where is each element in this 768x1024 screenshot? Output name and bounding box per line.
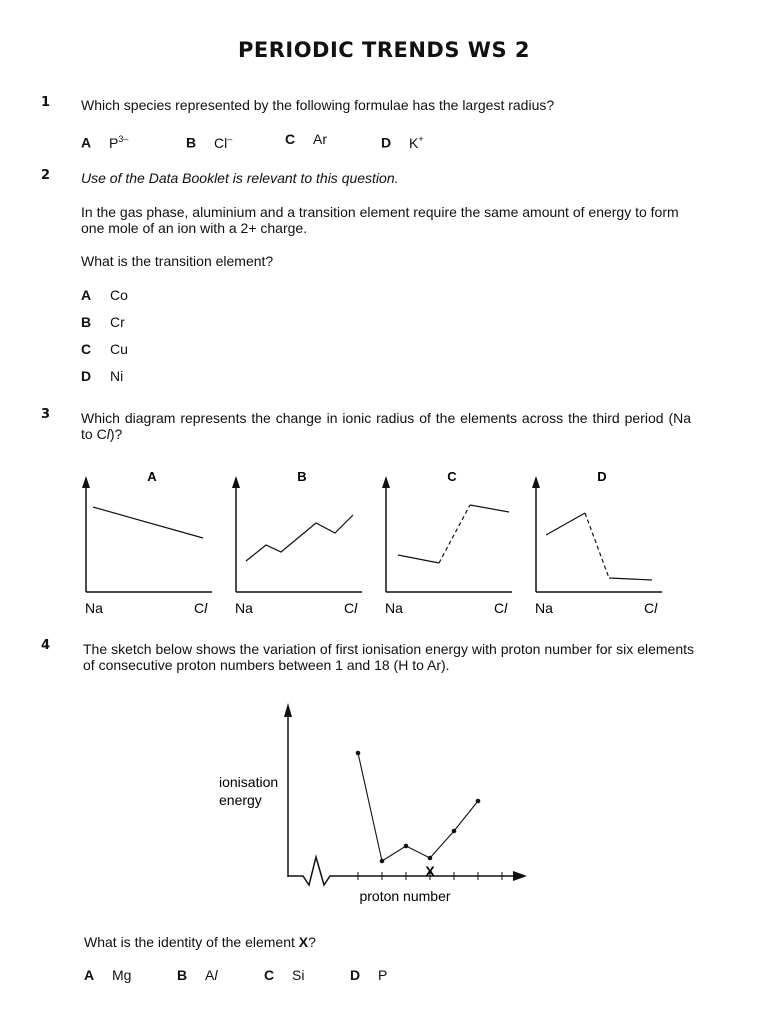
chart-points <box>356 751 481 864</box>
graph-a-x-right-base: C <box>194 600 205 616</box>
graph-d-x-right <box>644 600 658 616</box>
q1-option-c <box>285 131 327 147</box>
option-superscript: + <box>418 134 424 144</box>
graph-b-label: B <box>297 469 307 484</box>
q4-option-a <box>84 967 131 983</box>
question-4-question-post: ? <box>308 934 316 950</box>
q2-option-d <box>81 368 123 384</box>
option-value: Si <box>292 967 305 983</box>
option-letter: D <box>381 134 392 151</box>
option-value-italic: l <box>214 967 218 983</box>
question-2-number: 2 <box>41 168 51 183</box>
question-2-text: In the gas phase, aluminium and a transition element require the same amount of energy to form one mole of an ion with a 2+ charge. <box>81 204 679 236</box>
graph-a <box>82 469 212 616</box>
graph-c-label: C <box>447 469 457 484</box>
q1-option-a <box>81 131 128 151</box>
chart-xlabel: proton number <box>359 888 451 904</box>
graph-b-x-left: Na <box>235 600 253 616</box>
option-letter: C <box>81 341 92 357</box>
q1-option-d <box>381 131 424 151</box>
graph-c-x-right-base: C <box>494 600 505 616</box>
graph-d-line-left <box>546 513 585 535</box>
graph-c-dashed-jump <box>439 505 470 563</box>
question-3-text <box>81 410 691 442</box>
graph-a-x-left: Na <box>85 600 103 616</box>
option-letter: D <box>81 368 92 384</box>
question-3-text-main: Which diagram represents the change in ionic radius of the elements across the third period (Na to C <box>81 410 691 442</box>
question-4-question <box>84 934 316 950</box>
chart-x-axis <box>288 857 515 885</box>
graph-d-label: D <box>597 469 607 484</box>
option-value: K <box>409 134 419 151</box>
q1-option-b <box>186 131 232 151</box>
option-superscript: – <box>227 134 233 144</box>
graph-d-dashed-drop <box>585 513 609 578</box>
q4-option-b <box>177 967 217 983</box>
question-4-question-bold: X <box>298 934 309 950</box>
option-superscript: 3– <box>118 134 129 144</box>
question-4-text: The sketch below shows the variation of first ionisation energy with proton number for six elements of consecutive proton numbers between 1 and 18 (H to Ar). <box>83 641 694 673</box>
question-4-question-pre: What is the identity of the element <box>84 934 299 950</box>
graph-c-y-arrow <box>382 476 390 488</box>
q4-option-c <box>264 967 304 983</box>
question-3-text-end: )? <box>109 426 123 442</box>
option-letter: B <box>186 134 197 151</box>
option-letter: B <box>81 314 92 330</box>
graph-c-line-left <box>398 555 439 563</box>
graph-c-x-right-italic: l <box>504 600 508 616</box>
option-value: Cl <box>214 134 228 151</box>
q3-diagrams <box>0 460 768 625</box>
graph-b-y-arrow <box>232 476 240 488</box>
question-4-number: 4 <box>41 638 51 653</box>
option-value: Cr <box>110 314 125 330</box>
chart-data-point <box>452 829 457 834</box>
chart-marked-point-label: X <box>425 863 435 879</box>
option-value: Ar <box>313 131 328 147</box>
question-1-text: Which species represented by the following formulae has the largest radius? <box>81 97 555 113</box>
question-1-number: 1 <box>41 95 51 110</box>
graph-b-trend-line <box>246 515 353 561</box>
option-value: P <box>109 134 119 151</box>
chart-data-point <box>380 859 385 864</box>
option-value: Mg <box>112 967 132 983</box>
question-2-question: What is the transition element? <box>81 253 274 269</box>
chart-ylabel-line1: ionisation <box>219 774 279 790</box>
question-3-text-italic: l <box>106 426 110 442</box>
graph-a-x-right-italic: l <box>204 600 208 616</box>
graph-d <box>532 469 662 616</box>
option-letter: B <box>177 967 188 983</box>
graph-d-x-right-italic: l <box>654 600 658 616</box>
option-letter: C <box>264 967 275 983</box>
graph-c-x-left: Na <box>385 600 403 616</box>
graph-b <box>232 469 362 616</box>
graph-b-x-right <box>344 600 358 616</box>
option-letter: A <box>81 134 92 151</box>
chart-data-point <box>404 844 409 849</box>
option-value: Cu <box>110 341 128 357</box>
chart-data-point <box>476 799 481 804</box>
q4-ionisation-chart <box>200 695 540 910</box>
q2-option-a <box>81 287 128 303</box>
chart-ylabel-line2: energy <box>219 792 262 808</box>
chart-x-arrow <box>513 871 527 881</box>
graph-b-x-right-base: C <box>344 600 355 616</box>
graph-d-line-right <box>609 578 652 580</box>
page-title: PERIODIC TRENDS WS 2 <box>237 38 531 62</box>
graph-a-y-arrow <box>82 476 90 488</box>
option-value: P <box>378 967 388 983</box>
question-3-number: 3 <box>41 407 51 422</box>
chart-series-line <box>358 753 478 861</box>
chart-data-point <box>356 751 361 756</box>
graph-d-x-right-base: C <box>644 600 655 616</box>
chart-y-arrow <box>284 703 292 717</box>
question-2-note: Use of the Data Booklet is relevant to this question. <box>81 170 399 186</box>
option-letter: D <box>350 967 361 983</box>
graph-c <box>382 469 512 616</box>
graph-a-trend-line <box>93 507 203 538</box>
graph-a-label: A <box>147 469 157 484</box>
option-letter: A <box>84 967 95 983</box>
option-value: A <box>205 967 215 983</box>
graph-a-x-right <box>194 600 208 616</box>
graph-c-x-right <box>494 600 508 616</box>
option-letter: C <box>285 131 296 147</box>
graph-d-x-left: Na <box>535 600 553 616</box>
graph-c-line-right <box>470 505 509 512</box>
graph-b-x-right-italic: l <box>354 600 358 616</box>
option-letter: A <box>81 287 92 303</box>
q2-option-c <box>81 341 128 357</box>
option-value: Ni <box>110 368 124 384</box>
chart-data-point <box>428 856 433 861</box>
graph-d-y-arrow <box>532 476 540 488</box>
option-value: Co <box>110 287 128 303</box>
q4-option-d <box>350 967 387 983</box>
q2-option-b <box>81 314 125 330</box>
